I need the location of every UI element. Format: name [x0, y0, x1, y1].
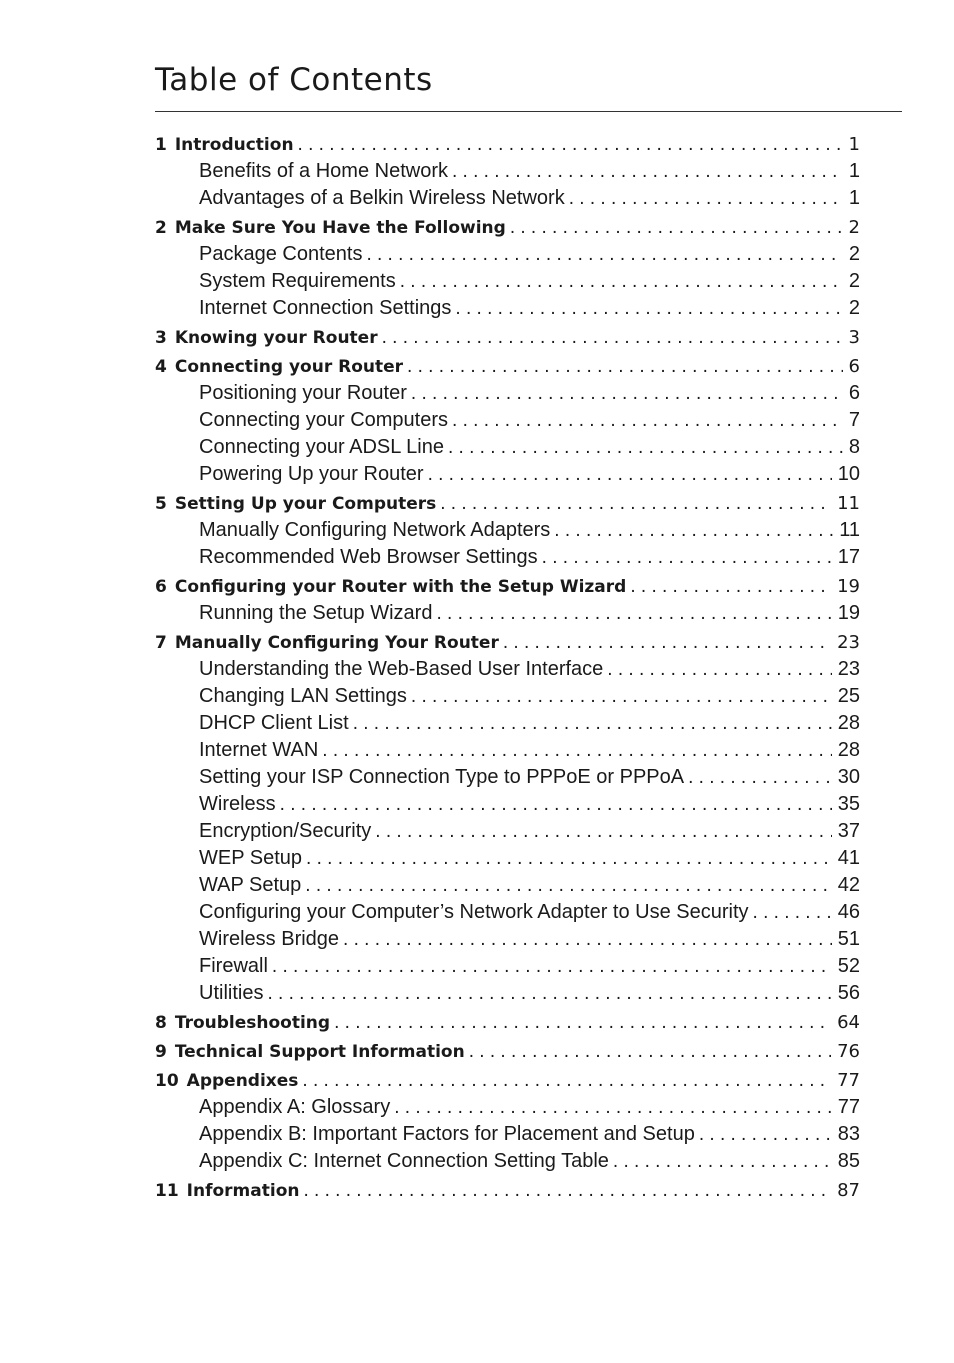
entry-title: Appendix B: Important Factors for Placement and Setup [199, 1123, 695, 1145]
dot-leader [440, 490, 831, 517]
page-number: 11 [837, 493, 860, 514]
entry-title: Understanding the Web-Based User Interface [199, 658, 604, 680]
entry-title: Wireless Bridge [199, 928, 340, 950]
chapter-number: 10 [155, 1071, 179, 1091]
chapter-number: 11 [155, 1181, 179, 1201]
page-number: 52 [837, 955, 860, 977]
dot-leader [452, 158, 843, 185]
dot-leader [280, 791, 832, 818]
page-number: 85 [837, 1150, 860, 1172]
page-number: 77 [837, 1096, 860, 1118]
toc-section-entry[interactable] [155, 1148, 860, 1175]
dot-leader [436, 600, 831, 627]
toc-section-entry[interactable] [155, 710, 860, 737]
page-number: 25 [837, 685, 860, 707]
entry-title: Recommended Web Browser Settings [199, 546, 538, 568]
toc-chapter-entry[interactable] [155, 1038, 860, 1065]
toc-section-entry[interactable] [155, 818, 860, 845]
dot-leader [542, 544, 832, 571]
page-number: 28 [837, 712, 860, 734]
toc-section-entry[interactable] [155, 1094, 860, 1121]
chapter-number: 8 [155, 1013, 167, 1033]
page-number: 1 [848, 187, 860, 209]
toc-section-entry[interactable] [155, 185, 860, 212]
toc-section-entry[interactable] [155, 791, 860, 818]
dot-leader [448, 434, 843, 461]
dot-leader [272, 953, 832, 980]
page-number: 51 [837, 928, 860, 950]
toc-section-entry[interactable] [155, 380, 860, 407]
toc-section-entry[interactable] [155, 295, 860, 322]
page-number: 3 [848, 327, 860, 348]
page-number: 2 [848, 270, 860, 292]
page-number: 37 [837, 820, 860, 842]
table-of-contents [155, 129, 860, 1204]
chapter-number: 1 [155, 135, 167, 155]
toc-section-entry[interactable] [155, 268, 860, 295]
dot-leader [630, 573, 831, 600]
entry-title: Encryption/Security [199, 820, 372, 842]
entry-title: Introduction [174, 135, 294, 155]
dot-leader [382, 324, 843, 351]
dot-leader [753, 899, 832, 926]
dot-leader [452, 407, 843, 434]
toc-section-entry[interactable] [155, 407, 860, 434]
page-number: 1 [848, 134, 860, 155]
page-number: 8 [848, 436, 860, 458]
entry-title: WEP Setup [199, 847, 303, 869]
dot-leader [305, 872, 831, 899]
page-number: 1 [848, 160, 860, 182]
dot-leader [394, 1094, 832, 1121]
dot-leader [613, 1148, 832, 1175]
entry-title: Appendixes [186, 1071, 299, 1091]
page-number: 35 [837, 793, 860, 815]
dot-leader [510, 214, 843, 241]
page-number: 7 [848, 409, 860, 431]
toc-section-entry[interactable] [155, 600, 860, 627]
entry-title: Internet Connection Settings [199, 297, 452, 319]
toc-section-entry[interactable] [155, 899, 860, 926]
page-number: 46 [837, 901, 860, 923]
entry-title: Troubleshooting [174, 1013, 331, 1033]
dot-leader [302, 1067, 831, 1094]
dot-leader [428, 461, 832, 488]
dot-leader [407, 353, 843, 380]
dot-leader [554, 517, 833, 544]
page-number: 23 [837, 632, 860, 653]
entry-title: Changing LAN Settings [199, 685, 407, 707]
entry-title: DHCP Client List [199, 712, 349, 734]
toc-section-entry[interactable] [155, 764, 860, 791]
page-number: 64 [837, 1012, 860, 1033]
page-number: 17 [837, 546, 860, 568]
dot-leader [343, 926, 832, 953]
page-number: 23 [837, 658, 860, 680]
dot-leader [366, 241, 842, 268]
dot-leader [306, 845, 832, 872]
toc-section-entry[interactable] [155, 517, 860, 544]
page-number: 76 [837, 1041, 860, 1062]
chapter-number: 3 [155, 328, 167, 348]
toc-section-entry[interactable] [155, 845, 860, 872]
chapter-number: 5 [155, 494, 167, 514]
entry-title: Information [186, 1181, 300, 1201]
dot-leader [353, 710, 832, 737]
entry-title: Firewall [199, 955, 268, 977]
dot-leader [688, 764, 832, 791]
entry-title: Connecting your Router [174, 357, 404, 377]
page-number: 2 [848, 217, 860, 238]
entry-title: Knowing your Router [174, 328, 378, 348]
entry-title: Connecting your ADSL Line [199, 436, 444, 458]
entry-title: Benefits of a Home Network [199, 160, 448, 182]
chapter-number: 6 [155, 577, 167, 597]
entry-title: Running the Setup Wizard [199, 602, 433, 624]
entry-title: Advantages of a Belkin Wireless Network [199, 187, 565, 209]
chapter-number: 4 [155, 357, 167, 377]
toc-section-entry[interactable] [155, 434, 860, 461]
page-number: 87 [837, 1180, 860, 1201]
dot-leader [503, 629, 831, 656]
toc-chapter-entry[interactable] [155, 490, 860, 517]
dot-leader [267, 980, 831, 1007]
toc-chapter-entry[interactable] [155, 131, 860, 158]
chapter-number: 2 [155, 218, 167, 238]
page-number: 28 [837, 739, 860, 761]
dot-leader [375, 818, 831, 845]
toc-section-entry[interactable] [155, 953, 860, 980]
entry-title: Configuring your Router with the Setup Wizard [174, 577, 627, 597]
dot-leader [469, 1038, 831, 1065]
toc-chapter-entry[interactable] [155, 629, 860, 656]
dot-leader [699, 1121, 832, 1148]
toc-section-entry[interactable] [155, 656, 860, 683]
chapter-number: 7 [155, 633, 167, 653]
page-number: 2 [848, 243, 860, 265]
entry-title: Make Sure You Have the Following [174, 218, 506, 238]
dot-leader [607, 656, 831, 683]
entry-title: Manually Configuring Network Adapters [199, 519, 551, 541]
page-number: 10 [837, 463, 860, 485]
entry-title: Positioning your Router [199, 382, 407, 404]
page-number: 19 [837, 576, 860, 597]
dot-leader [569, 185, 843, 212]
toc-section-entry[interactable] [155, 544, 860, 571]
dot-leader [322, 737, 831, 764]
toc-chapter-entry[interactable] [155, 1067, 860, 1094]
entry-title: Manually Configuring Your Router [174, 633, 499, 653]
entry-title: System Requirements [199, 270, 396, 292]
page-number: 2 [848, 297, 860, 319]
toc-section-entry[interactable] [155, 158, 860, 185]
entry-title: Utilities [199, 982, 264, 1004]
entry-title: Wireless [199, 793, 276, 815]
entry-title: Internet WAN [199, 739, 319, 761]
toc-chapter-entry[interactable] [155, 1177, 860, 1204]
entry-title: Powering Up your Router [199, 463, 424, 485]
toc-section-entry[interactable] [155, 872, 860, 899]
dot-leader [298, 131, 843, 158]
toc-section-entry[interactable] [155, 980, 860, 1007]
dot-leader [455, 295, 842, 322]
dot-leader [303, 1177, 831, 1204]
dot-leader [400, 268, 843, 295]
page-number: 30 [837, 766, 860, 788]
page-number: 6 [848, 356, 860, 377]
toc-chapter-entry[interactable] [155, 573, 860, 600]
toc-chapter-entry[interactable] [155, 324, 860, 351]
dot-leader [411, 683, 832, 710]
chapter-number: 9 [155, 1042, 167, 1062]
toc-section-entry[interactable] [155, 461, 860, 488]
entry-title: WAP Setup [199, 874, 302, 896]
entry-title: Package Contents [199, 243, 363, 265]
dot-leader [334, 1009, 831, 1036]
entry-title: Appendix A: Glossary [199, 1096, 391, 1118]
toc-chapter-entry[interactable] [155, 214, 860, 241]
page-number: 56 [837, 982, 860, 1004]
page-number: 11 [839, 519, 860, 541]
toc-chapter-entry[interactable] [155, 353, 860, 380]
page-number: 6 [848, 382, 860, 404]
page-number: 41 [837, 847, 860, 869]
toc-section-entry[interactable] [155, 737, 860, 764]
toc-chapter-entry[interactable] [155, 1009, 860, 1036]
page-number: 83 [837, 1123, 860, 1145]
dot-leader [411, 380, 843, 407]
page-number: 19 [837, 602, 860, 624]
page-number: 77 [837, 1070, 860, 1091]
entry-title: Technical Support Information [174, 1042, 465, 1062]
entry-title: Configuring your Computer’s Network Adapter to Use Security [199, 901, 749, 923]
page-number: 42 [837, 874, 860, 896]
toc-section-entry[interactable] [155, 926, 860, 953]
entry-title: Appendix C: Internet Connection Setting Table [199, 1150, 609, 1172]
toc-section-entry[interactable] [155, 683, 860, 710]
entry-title: Setting your ISP Connection Type to PPPoE or PPPoA [199, 766, 685, 788]
page-title: Table of Contents [155, 62, 433, 98]
toc-section-entry[interactable] [155, 1121, 860, 1148]
entry-title: Connecting your Computers [199, 409, 449, 431]
toc-section-entry[interactable] [155, 241, 860, 268]
entry-title: Setting Up your Computers [174, 494, 437, 514]
title-divider [155, 111, 902, 112]
